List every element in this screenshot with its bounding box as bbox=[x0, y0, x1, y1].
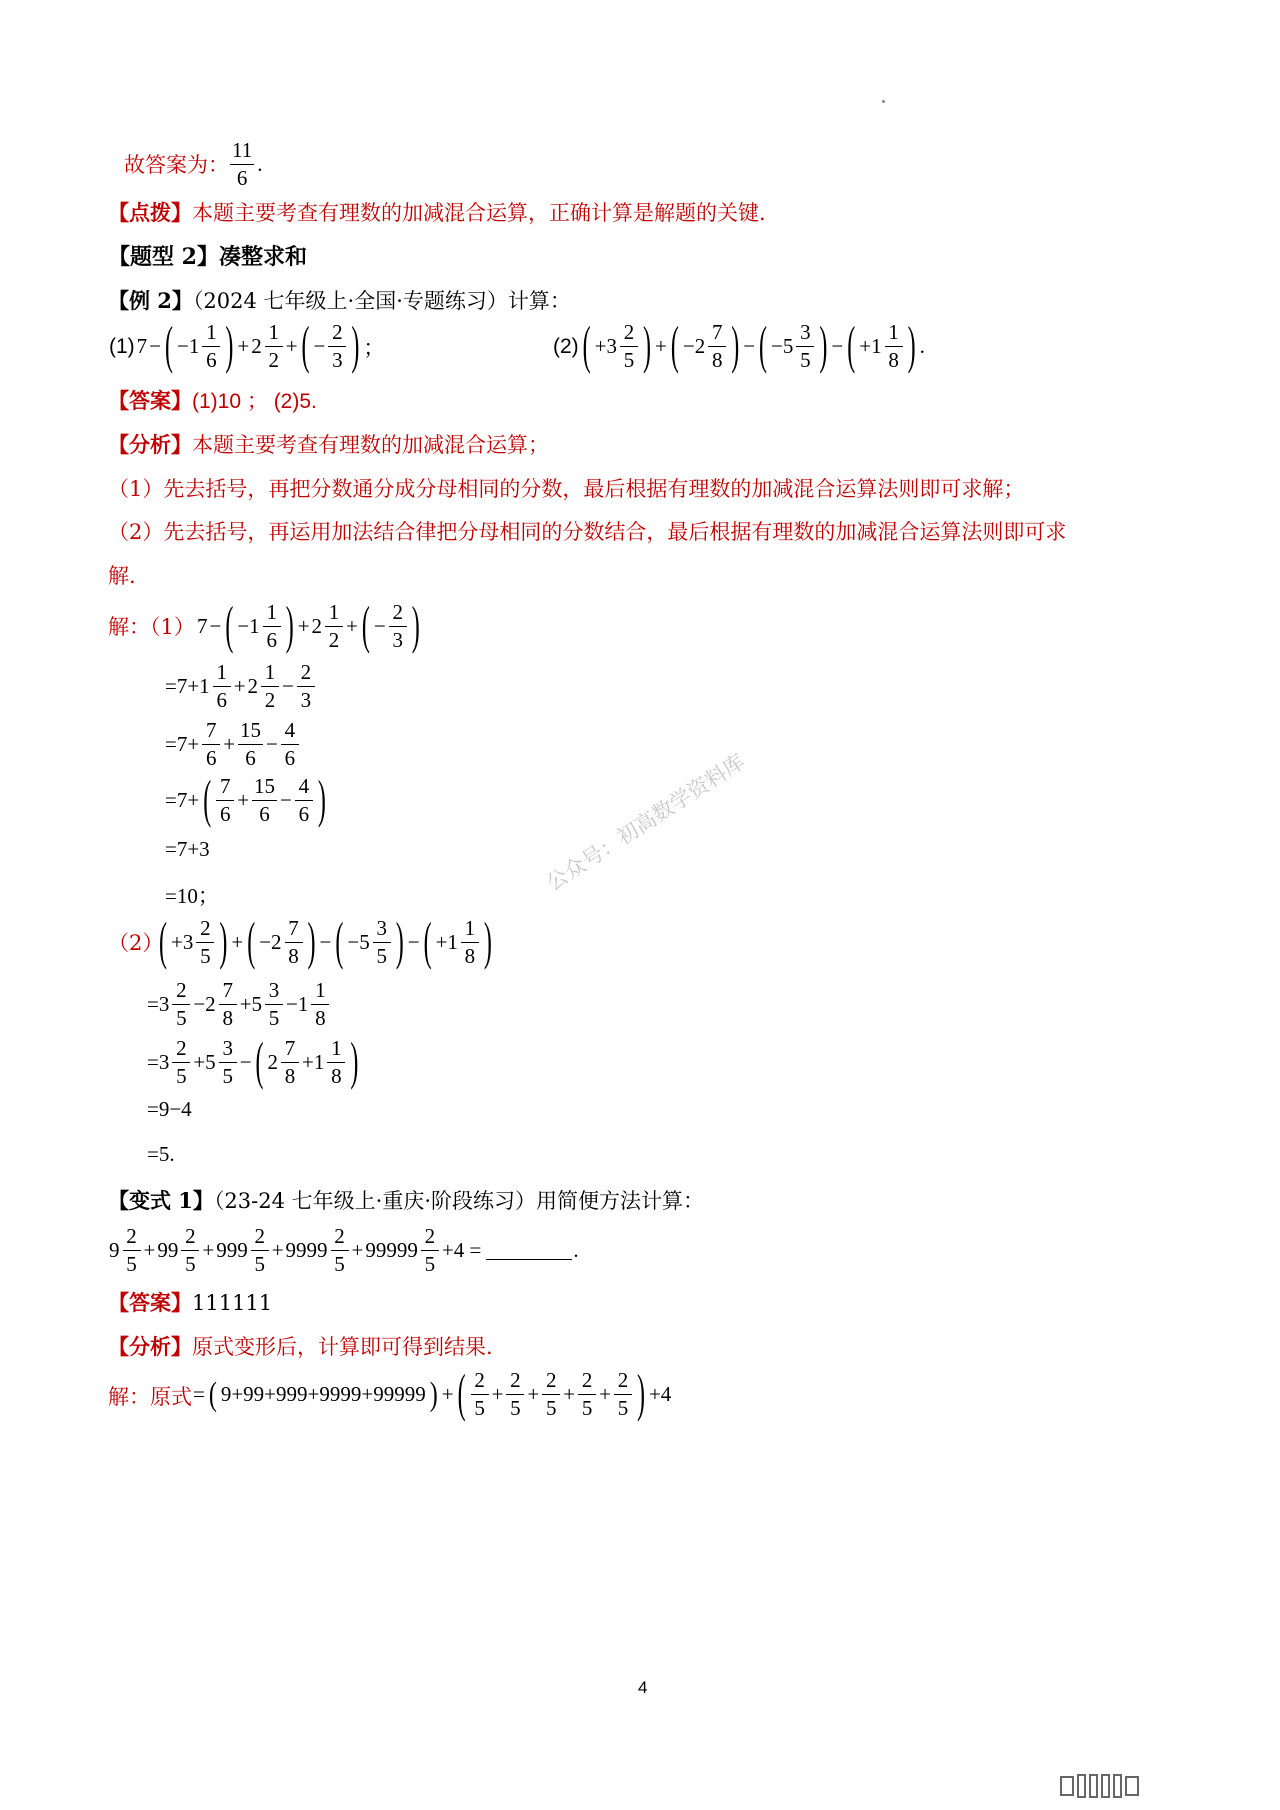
s2-2-d: −1 bbox=[286, 992, 309, 1016]
s1-two: 2 bbox=[311, 614, 323, 638]
s2-2-bd: 8 bbox=[222, 1006, 233, 1030]
v-tail: +4 = bbox=[441, 1238, 482, 1262]
analysis-text: 本题主要考查有理数的加减混合运算； bbox=[192, 433, 549, 457]
solution-1-step-2 bbox=[164, 662, 317, 711]
answer-1-text: (1)10 ； (2)5. bbox=[192, 390, 317, 413]
s3-p3: + bbox=[563, 1382, 576, 1406]
solution-part2: （2） bbox=[108, 931, 164, 955]
q2-b: −2 bbox=[682, 334, 706, 358]
s1-2-d3: 3 bbox=[300, 688, 312, 712]
s3-fd-1: 5 bbox=[474, 1396, 485, 1420]
s3-fn-1: 2 bbox=[471, 1370, 489, 1395]
section-title: 【题型 2】凑整求和 bbox=[108, 244, 307, 270]
q2-dd: 8 bbox=[888, 348, 899, 372]
s1-4-n2: 15 bbox=[252, 776, 277, 801]
dianbo-line bbox=[108, 198, 766, 228]
q2-bd: 8 bbox=[711, 348, 723, 372]
s3-p1: + bbox=[491, 1382, 504, 1406]
s1-n3: 2 bbox=[389, 602, 407, 627]
s2-2-an: 2 bbox=[172, 980, 190, 1005]
solution-2-step-2 bbox=[146, 980, 331, 1029]
s1-d2: 2 bbox=[328, 628, 340, 652]
s2-cd: 5 bbox=[376, 944, 387, 968]
s1-4-lead: =7+ bbox=[165, 788, 200, 812]
page-number: 4 bbox=[638, 1678, 648, 1697]
solution-1-step-5 bbox=[164, 837, 211, 862]
s1-2-n1: 1 bbox=[213, 662, 231, 687]
s3-fn-3: 2 bbox=[542, 1370, 560, 1395]
s2-minus-2: − bbox=[407, 930, 420, 954]
s1-neg1: −1 bbox=[237, 614, 260, 638]
q1-plus-2: + bbox=[285, 334, 298, 358]
v-plus-4: + bbox=[351, 1238, 364, 1262]
s1-seven: 7 bbox=[197, 614, 208, 638]
s1-3-plus: + bbox=[223, 732, 236, 756]
q2-d: +1 bbox=[859, 334, 882, 358]
question-2: (2) ( +3 $\frac{2}{5}$ ) + ( −2 $\frac{7}{8}$ ) − ( −5 $\frac{3}{5}$ ) − ( +1 $\frac{1}{8}$ ) . bbox=[553, 317, 925, 376]
s3-fd-4: 5 bbox=[581, 1396, 593, 1420]
s2-a: +3 bbox=[171, 930, 194, 954]
variant-line bbox=[108, 1186, 704, 1216]
s2-3-bd: 8 bbox=[284, 1064, 296, 1088]
s2-3-bn: 7 bbox=[281, 1038, 299, 1063]
s3-tail: +4 bbox=[648, 1382, 672, 1406]
q2-dn: 1 bbox=[885, 322, 903, 347]
answer-1-line bbox=[108, 386, 317, 417]
s1-4-n1: 7 bbox=[216, 776, 234, 801]
s2-4: =9−4 bbox=[147, 1097, 192, 1121]
s1-plus: + bbox=[297, 614, 310, 638]
v-plus-2: + bbox=[202, 1238, 215, 1262]
dianbo-tag: 【点拨】 bbox=[108, 200, 192, 225]
v-fd-1: 5 bbox=[126, 1252, 137, 1276]
s2-3-cd: 5 bbox=[222, 1064, 233, 1088]
solution-label-line bbox=[108, 612, 195, 642]
v-term-1: 9 bbox=[109, 1238, 120, 1262]
s2-2-b: −2 bbox=[193, 992, 216, 1016]
v-fd-5: 5 bbox=[424, 1252, 436, 1276]
s2-b: −2 bbox=[259, 930, 282, 954]
s1-neg: − bbox=[373, 614, 386, 638]
solution-2-step-1: ( +3 $\frac{2}{5}$ ) + ( −2 $\frac{7}{8}$ ) − ( −5 $\frac{3}{5}$ ) − ( +1 $\frac{1}{8}$ ) bbox=[159, 913, 492, 972]
s1-4-plus: + bbox=[237, 788, 250, 812]
analysis-p1: （1）先去括号，再把分数通分成分母相同的分数，最后根据有理数的加减混合运算法则即可求解； bbox=[108, 477, 1025, 501]
q1-d3: 3 bbox=[332, 348, 343, 372]
q1-seven: 7 bbox=[136, 334, 148, 358]
s1-2-lead: =7+1 bbox=[165, 674, 210, 698]
question-1: (1) 7 − ( −1 $\frac{1}{6}$ ) + 2 $\frac{1}{2}$ + ( − $\frac{2}{3}$ ) ； bbox=[109, 317, 385, 376]
solution-label: 解： bbox=[108, 615, 150, 639]
s3-fn-5: 2 bbox=[614, 1370, 632, 1395]
v-fn-1: 2 bbox=[123, 1226, 141, 1251]
s3-fd-3: 5 bbox=[546, 1396, 557, 1420]
s2-3-c: +5 bbox=[193, 1050, 216, 1074]
s1-3-n2: 15 bbox=[238, 720, 263, 745]
q1-end: ； bbox=[363, 335, 385, 360]
analysis-line bbox=[108, 430, 549, 460]
s3-fn-2: 2 bbox=[506, 1370, 524, 1395]
v-term-5: 99999 bbox=[365, 1238, 418, 1262]
s1-4-d3: 6 bbox=[298, 802, 310, 826]
example-line bbox=[108, 286, 571, 316]
s2-3-b: 2 bbox=[267, 1050, 279, 1074]
q1-minus: − bbox=[149, 334, 162, 358]
example-source: （2024 七年级上·全国·专题练习）计算： bbox=[192, 289, 571, 313]
s1-4-minus: − bbox=[280, 788, 292, 812]
q1-plus: + bbox=[237, 334, 250, 358]
s1-2-d1: 6 bbox=[216, 688, 227, 712]
s2-minus: − bbox=[319, 930, 332, 954]
q2-c: −5 bbox=[771, 334, 794, 358]
solution-2-expression: = ( 9+99+999+9999+99999 ) + ( $\frac{2}{5}$ + $\frac{2}{5}$ + $\frac{2}{5}$ + $\frac{2}{5}$ + $\frac{2}{5}$ ) +4 bbox=[193, 1365, 672, 1424]
q1-n1: 1 bbox=[202, 322, 220, 347]
solution-part1: （1） bbox=[150, 615, 195, 639]
answer-1-tag: 【答案】 bbox=[108, 388, 192, 413]
solution-2-step-5 bbox=[146, 1142, 176, 1167]
answer-2-line bbox=[108, 1288, 272, 1318]
s3-fd-5: 5 bbox=[617, 1396, 629, 1420]
s2-ad: 5 bbox=[200, 944, 211, 968]
s2-3-dn: 1 bbox=[327, 1038, 345, 1063]
s3-fn-4: 2 bbox=[578, 1370, 596, 1395]
solution-2-step-4 bbox=[146, 1097, 193, 1122]
s2-2-dd: 8 bbox=[315, 1006, 326, 1030]
q2-plus: + bbox=[655, 334, 667, 358]
answer-den: 6 bbox=[236, 166, 248, 190]
s2-an: 2 bbox=[196, 918, 214, 943]
s2-bd: 8 bbox=[288, 944, 299, 968]
s1-2-minus: − bbox=[282, 674, 294, 698]
q2-an: 2 bbox=[620, 322, 638, 347]
s1-2-n2: 1 bbox=[261, 662, 279, 687]
answer-num: 11 bbox=[230, 140, 254, 165]
v-fn-5: 2 bbox=[421, 1226, 439, 1251]
s1-d3: 3 bbox=[392, 628, 403, 652]
s3-fd-2: 5 bbox=[510, 1396, 521, 1420]
q2-ad: 5 bbox=[623, 348, 635, 372]
answer-blank bbox=[486, 1241, 572, 1260]
s2-dd: 8 bbox=[464, 944, 476, 968]
v-term-2: 99 bbox=[157, 1238, 179, 1262]
s2-2-lead: =3 bbox=[147, 992, 170, 1016]
bottom-bar-icon bbox=[1060, 1774, 1139, 1798]
q1-label: (1) bbox=[109, 334, 135, 358]
s1-3-lead: =7+ bbox=[165, 732, 200, 756]
s2-c: −5 bbox=[347, 930, 370, 954]
v-term-3: 999 bbox=[216, 1238, 248, 1262]
q2-end: . bbox=[919, 334, 925, 358]
v-plus-1: + bbox=[143, 1238, 156, 1262]
s2-2-dn: 1 bbox=[311, 980, 329, 1005]
answer-2-text: 111111 bbox=[192, 1291, 273, 1315]
analysis-p2a: （2）先去括号，再运用加法结合律把分母相同的分数结合，最后根据有理数的加减混合运算法则即可求 bbox=[108, 520, 1067, 544]
s1-3-n3: 4 bbox=[281, 720, 299, 745]
v-fn-4: 2 bbox=[331, 1226, 349, 1251]
solution-2-label: 解：原式 bbox=[108, 1385, 192, 1409]
s1-3-n1: 7 bbox=[202, 720, 220, 745]
example-tag: 【例 2】 bbox=[108, 288, 193, 313]
analysis-2-text: 原式变形后，计算即可得到结果. bbox=[192, 1335, 493, 1359]
v-plus-3: + bbox=[271, 1238, 284, 1262]
analysis-tag: 【分析】 bbox=[108, 432, 192, 457]
s2-3-ad: 5 bbox=[176, 1064, 187, 1088]
s1-n2: 1 bbox=[325, 602, 343, 627]
variant-expression bbox=[108, 1226, 580, 1275]
s2-3-dd: 8 bbox=[331, 1064, 342, 1088]
q1-n3: 2 bbox=[328, 322, 346, 347]
s1-3-d2: 6 bbox=[245, 746, 256, 770]
s1-4-n3: 4 bbox=[295, 776, 313, 801]
q1-d1: 6 bbox=[206, 348, 217, 372]
s1-plus-2: + bbox=[346, 614, 358, 638]
s1-2-d2: 2 bbox=[264, 688, 276, 712]
s1-5: =7+3 bbox=[165, 837, 210, 861]
q1-neg1: −1 bbox=[177, 334, 200, 358]
s3-group1: 9+99+999+9999+99999 bbox=[220, 1382, 426, 1406]
s1-3-d3: 6 bbox=[284, 746, 296, 770]
s3-p4: + bbox=[599, 1382, 611, 1406]
q2-minus-2: − bbox=[831, 334, 844, 358]
s2-3-d: +1 bbox=[302, 1050, 325, 1074]
s2-plus: + bbox=[231, 930, 244, 954]
v-fn-2: 2 bbox=[181, 1226, 199, 1251]
s1-4-d2: 6 bbox=[259, 802, 270, 826]
q1-neg: − bbox=[313, 334, 326, 358]
s2-2-c: +5 bbox=[239, 992, 263, 1016]
s1-2-n3: 2 bbox=[297, 662, 315, 687]
s2-2-ad: 5 bbox=[176, 1006, 187, 1030]
answer-line bbox=[124, 150, 229, 180]
s1-3-minus: − bbox=[266, 732, 278, 756]
s2-2-cn: 3 bbox=[265, 980, 283, 1005]
answer-label: 故答案为： bbox=[124, 153, 229, 177]
s1-d1: 6 bbox=[266, 628, 277, 652]
s2-3-an: 2 bbox=[172, 1038, 190, 1063]
q2-cn: 3 bbox=[796, 322, 814, 347]
s3-plus: + bbox=[441, 1382, 454, 1406]
answer-2-tag: 【答案】 bbox=[108, 1290, 192, 1315]
v-end: . bbox=[573, 1238, 579, 1262]
analysis-p2b: 解. bbox=[108, 564, 136, 588]
answer-fraction bbox=[228, 140, 263, 189]
analysis-2-tag: 【分析】 bbox=[108, 1334, 192, 1359]
s2-2-cd: 5 bbox=[268, 1006, 280, 1030]
s2-d: +1 bbox=[435, 930, 458, 954]
s3-eq: = bbox=[193, 1382, 205, 1406]
v-fd-2: 5 bbox=[185, 1252, 196, 1276]
s1-4-d1: 6 bbox=[219, 802, 231, 826]
q2-cd: 5 bbox=[800, 348, 811, 372]
solution-1-step-6 bbox=[164, 880, 220, 910]
solution-2-step-3: =3 $\frac{2}{5}$ +5 $\frac{3}{5}$ − ( 2 $\frac{7}{8}$ +1 $\frac{1}{8}$ ) bbox=[147, 1033, 359, 1092]
s2-5: =5. bbox=[147, 1142, 175, 1166]
answer-end: . bbox=[257, 152, 263, 176]
solution-1-step-3 bbox=[164, 720, 301, 769]
s1-6: =10； bbox=[165, 884, 219, 908]
q2-a: +3 bbox=[594, 334, 618, 358]
s2-3-cn: 3 bbox=[219, 1038, 237, 1063]
v-fd-4: 5 bbox=[334, 1252, 345, 1276]
watermark: 公众号：初高数学资料库 bbox=[542, 749, 749, 896]
s2-cn: 3 bbox=[373, 918, 391, 943]
s2-bn: 7 bbox=[285, 918, 303, 943]
solution-1-step-1: 7 − ( −1 $\frac{1}{6}$ ) + 2 $\frac{1}{2}$ + ( − $\frac{2}{3}$ ) bbox=[197, 597, 420, 656]
solution-1-step-4: =7+ ( $\frac{7}{6}$ + $\frac{15}{6}$ − $\frac{4}{6}$ ) bbox=[165, 771, 326, 830]
s2-3-lead: =3 bbox=[147, 1050, 170, 1074]
variant-source: （23-24 七年级上·重庆·阶段练习）用简便方法计算： bbox=[213, 1189, 705, 1213]
q2-bn: 7 bbox=[708, 322, 726, 347]
s1-n1: 1 bbox=[263, 602, 281, 627]
s1-minus: − bbox=[209, 614, 222, 638]
s1-3-d1: 6 bbox=[205, 746, 217, 770]
q2-label: (2) bbox=[553, 334, 579, 358]
s2-2-bn: 7 bbox=[219, 980, 237, 1005]
s2-3-minus: − bbox=[239, 1050, 252, 1074]
s3-p2: + bbox=[527, 1382, 540, 1406]
analysis-2-line bbox=[108, 1332, 493, 1362]
q1-d2: 2 bbox=[268, 348, 279, 372]
stray-dot bbox=[882, 100, 885, 103]
s1-2-plus: + bbox=[233, 674, 246, 698]
s2-dn: 1 bbox=[461, 918, 479, 943]
q1-two: 2 bbox=[251, 334, 262, 358]
v-term-4: 9999 bbox=[285, 1238, 328, 1262]
s1-2-two: 2 bbox=[247, 674, 259, 698]
v-fn-3: 2 bbox=[251, 1226, 269, 1251]
q2-minus: − bbox=[743, 334, 756, 358]
v-fd-3: 5 bbox=[254, 1252, 265, 1276]
q1-n2: 1 bbox=[265, 322, 283, 347]
variant-tag: 【变式 1】 bbox=[108, 1188, 214, 1213]
dianbo-text: 本题主要考查有理数的加减混合运算，正确计算是解题的关键. bbox=[192, 201, 766, 225]
